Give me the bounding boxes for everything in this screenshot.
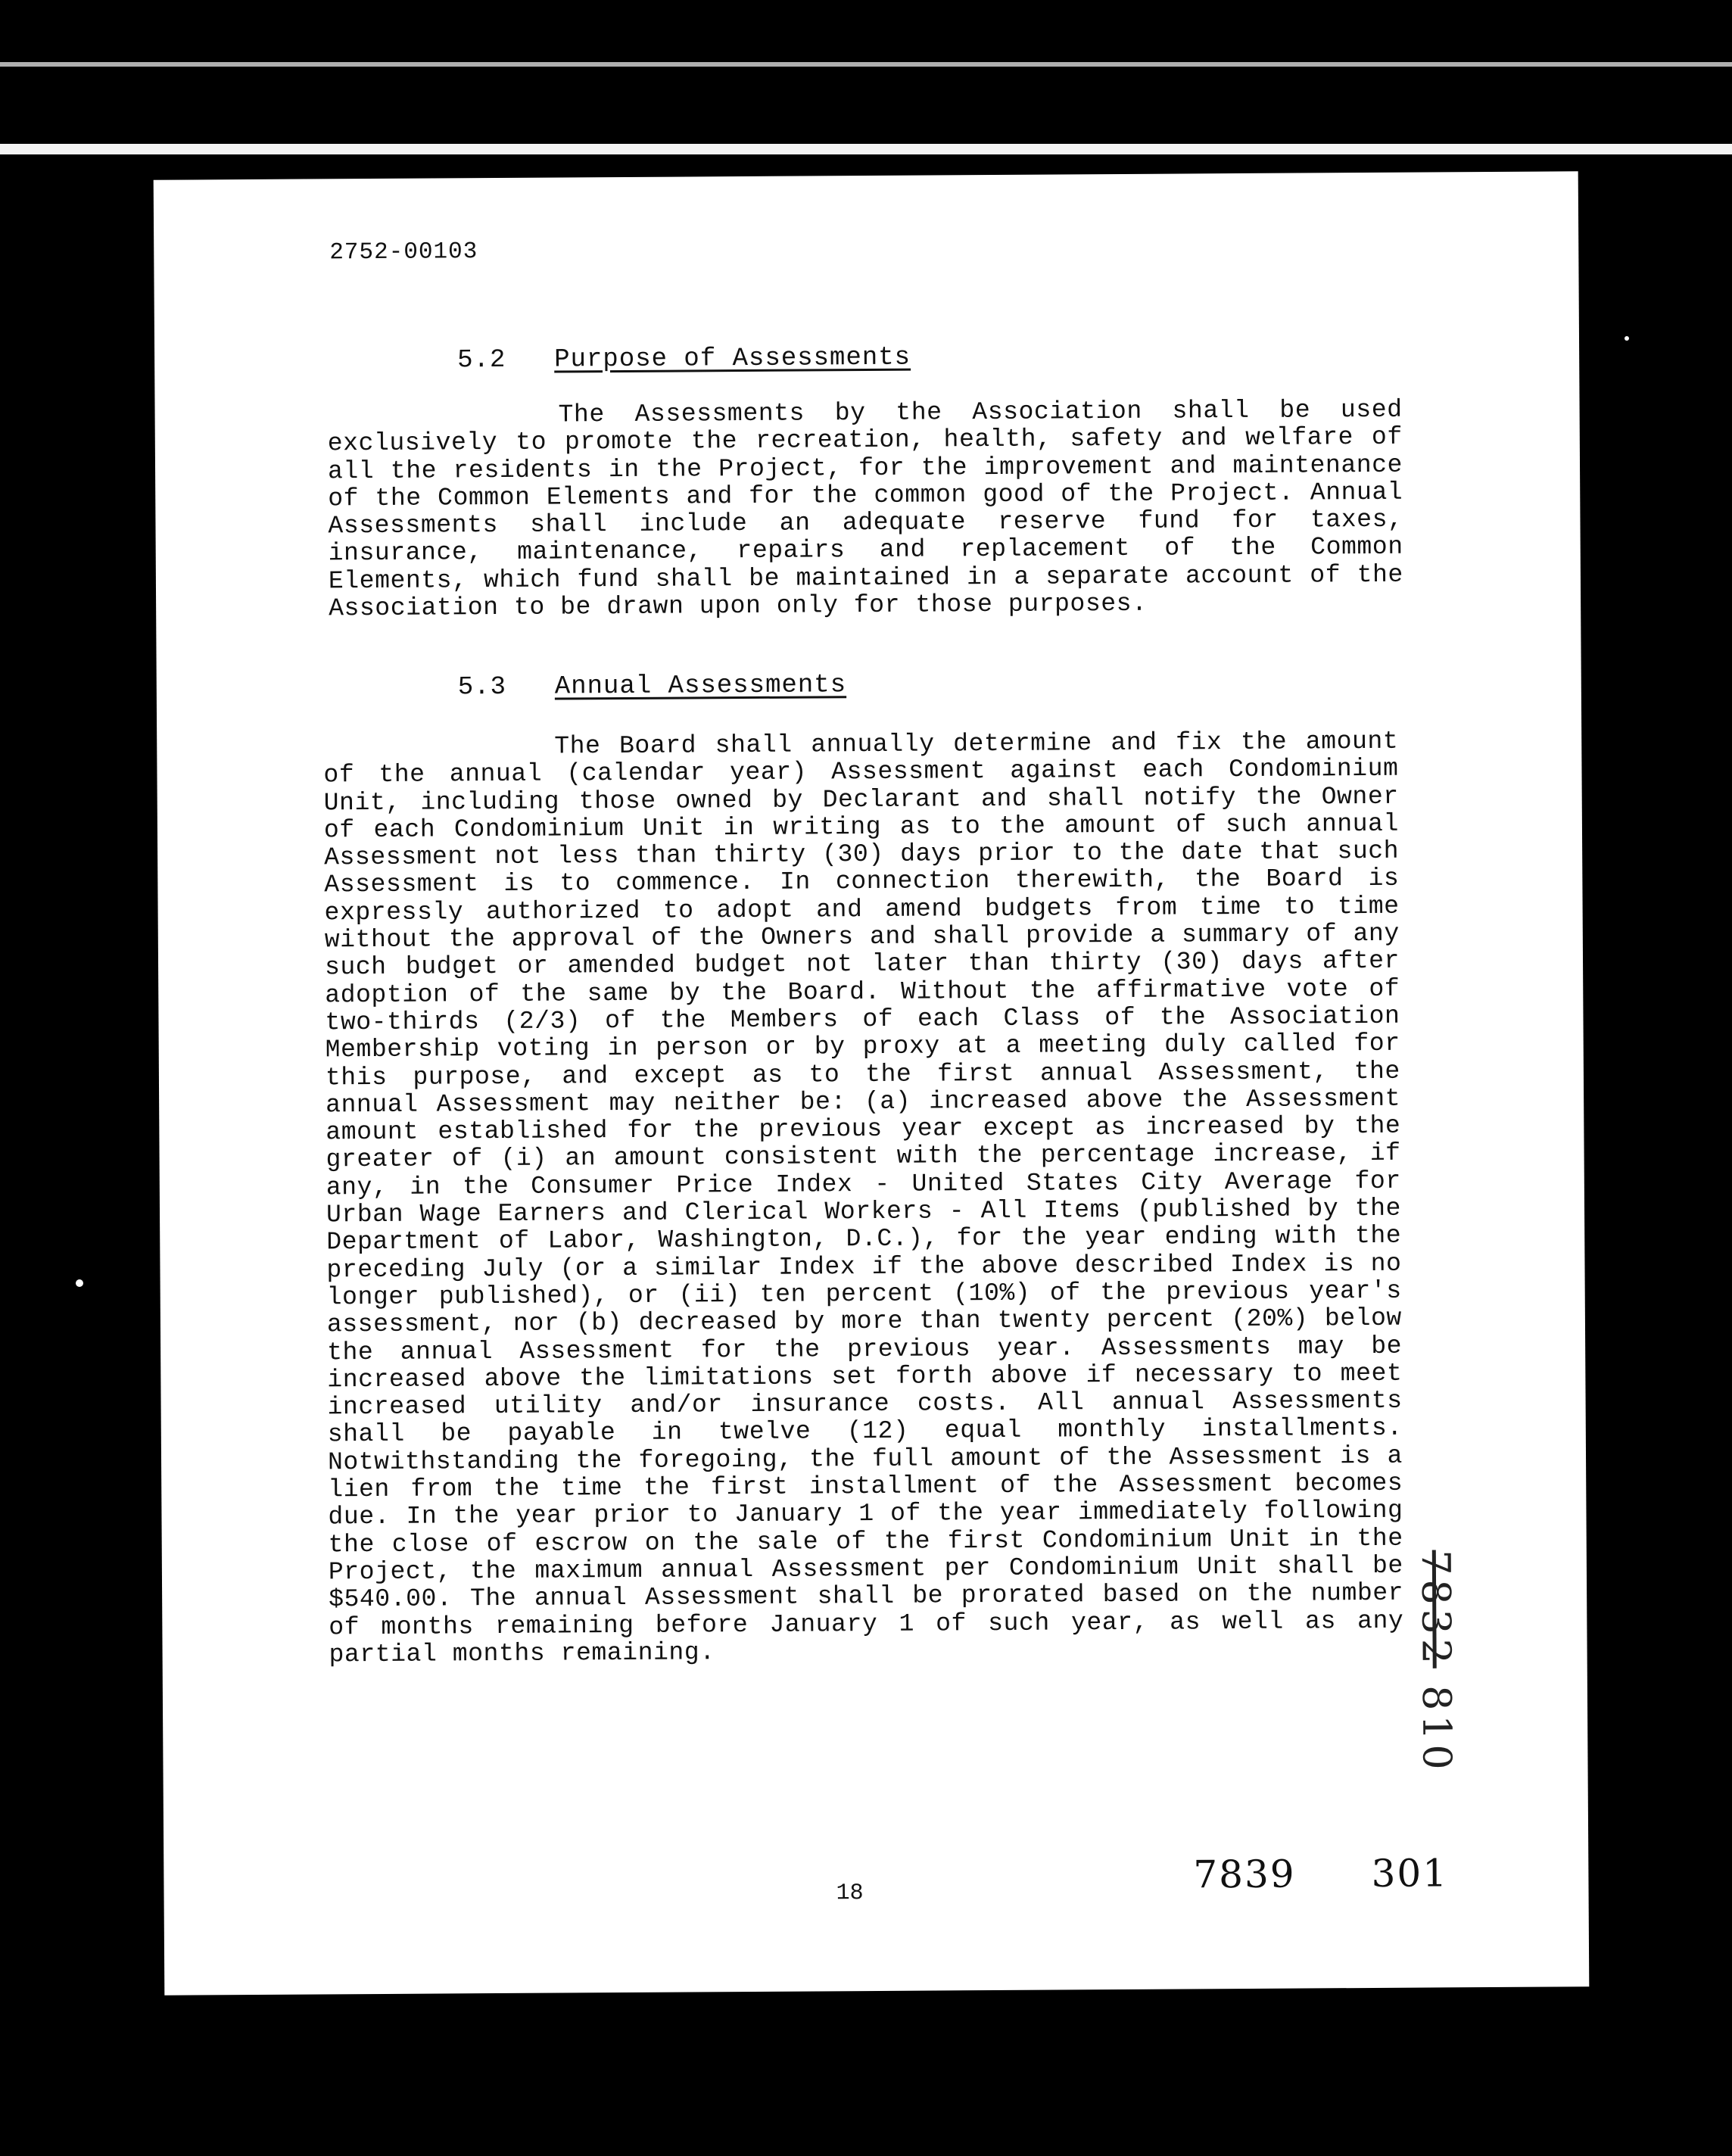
scan-edge-line: [0, 62, 1732, 67]
section-title: Annual Assessments: [554, 671, 847, 702]
section-5-3-body: The Board shall annually determine and fix the amount of the annual (calendar year) Assessment against each Condominium Unit, including those owned by Declarant and shall notify the Owner of each Condominium Unit in writing as to the amount of such annual Assessment not less than thirty (30) days prior to the date that such Assessment is to commence. In connection therewith, the Board is expressly authorized to adopt and amend budgets from time to time without the approval of the Owners and shall provide a summary of any such budget or amended budget not later than thirty (30) days after adoption of the same by the Board. Without the affirmative vote of two-thirds (2/3) of the Members of each Class of the Association Membership voting in person or by proxy at a meeting duly called for this purpose, and except as to the first annual Assessment, the annual Assessment may neither be: (a) increased above the Assessment amount established for the previous year except as increased by the greater of (i) an amount consistent with the percentage increase, if any, in the Consumer Price Index - United States City Average for Urban Wage Earners and Clerical Workers - All Items (published by the Department of Labor, Washington, D.C.), for the year ending with the preceding July (or a similar Index if the above described Index is no longer published), or (ii) ten percent (10%) of the previous year's assessment, nor (b) decreased by more than twenty percent (20%) below the annual Assessment for the previous year. Assessments may be increased above the limitations set forth above if necessary to meet increased utility and/or insurance costs. All annual Assessments shall be payable in twelve (12) equal monthly installments. Notwithstanding the foregoing, the full amount of the Assessment is a lien from the time the first installment of the Assessment becomes due. In the year prior to January 1 of the year immediately following the close of escrow on the sale of the first Condominium Unit in the Project, the maximum annual Assessment per Condominium Unit shall be $540.00. The annual Assessment shall be prorated based on the number of months remaining before January 1 of such year, as well as any partial months remaining.: [323, 727, 1404, 1669]
section-5-2-body: The Assessments by the Association shall be used exclusively to promote the recreation, health, safety and welfare of all the residents in the Project, for the improvement and maintenance of the Common Elements and for the common good of the Project. Annual Assessments shall include an adequate reserve fund for taxes, insurance, maintenance, repairs and replacement of the Common Elements, which fund shall be maintained in a separate account of the Association to be drawn upon only for those purposes.: [327, 395, 1404, 623]
side-recording-stamp: [1413, 1550, 1459, 1774]
recording-page-number: 301: [1371, 1851, 1449, 1896]
document-page: [154, 171, 1590, 1995]
section-heading-5-3: [458, 671, 846, 702]
side-stamp-book: 7832: [1412, 1550, 1459, 1668]
scan-speck: [1625, 336, 1629, 341]
recording-stamp: [1193, 1851, 1448, 1896]
section-number: 5.2: [457, 345, 506, 375]
section-heading-5-2: [457, 344, 911, 375]
scan-speck: [76, 1279, 83, 1287]
side-stamp-page: 810: [1413, 1685, 1459, 1774]
recording-book-number: 7839: [1193, 1852, 1296, 1897]
section-number: 5.3: [457, 672, 507, 703]
page-number: 18: [836, 1880, 864, 1907]
section-title: Purpose of Assessments: [554, 343, 911, 375]
scan-edge-band: [0, 144, 1732, 154]
document-id: 2752-00103: [329, 238, 478, 266]
